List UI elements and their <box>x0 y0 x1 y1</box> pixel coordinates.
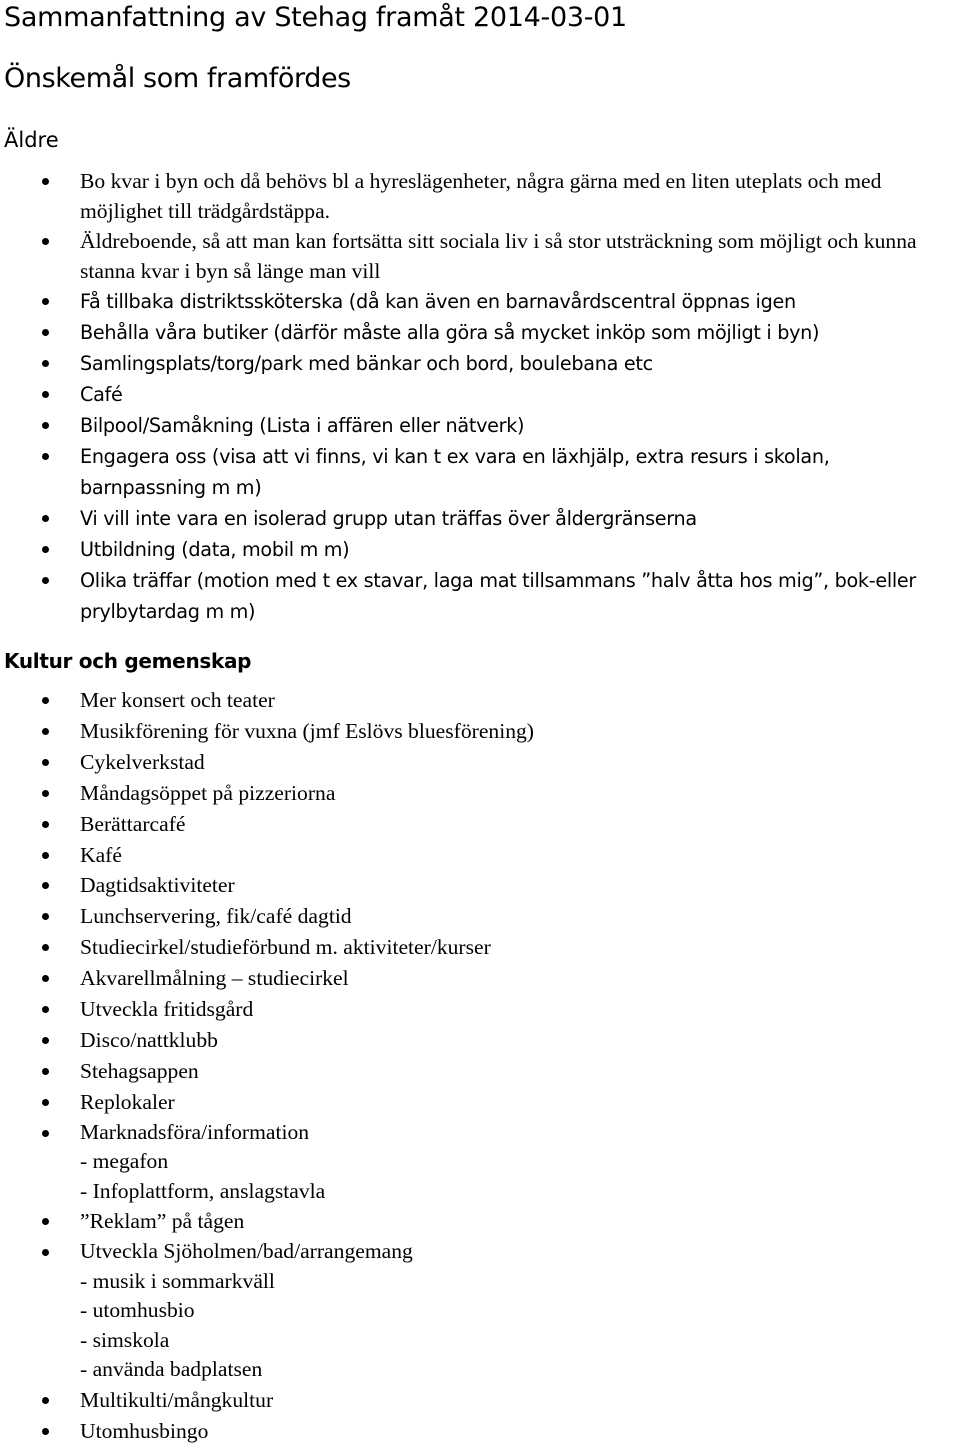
list-item: Behålla våra butiker (därför måste alla göra så mycket inköp som möjligt i byn) <box>0 317 960 348</box>
list-item: Dagtidsaktiviteter <box>0 870 960 901</box>
list-item: Mer konsert och teater <box>0 685 960 716</box>
list-item: Marknadsföra/information - megafon - Infoplattform, anslagstavla <box>0 1118 960 1207</box>
bullet-icon <box>42 1249 49 1256</box>
bullet-icon <box>42 1037 49 1044</box>
aldre-list-part1 <box>0 166 960 286</box>
bullet-icon <box>42 422 49 429</box>
sub-item: - simskola <box>80 1327 170 1352</box>
bullet-icon <box>42 546 49 553</box>
list-item: Bo kvar i byn och då behövs bl a hyreslägenheter, några gärna med en liten uteplats och med möjlighet till trädgårdstäppa. <box>0 166 960 226</box>
bullet-icon <box>42 882 49 889</box>
list-item: Disco/nattklubb <box>0 1025 960 1056</box>
list-item: Äldreboende, så att man kan fortsätta sitt sociala liv i så stor utsträckning som möjligt och kunna stanna kvar i byn så länge man vill <box>0 226 960 286</box>
bullet-icon <box>42 1428 49 1435</box>
bullet-icon <box>42 238 49 245</box>
sub-item: - Infoplattform, anslagstavla <box>80 1178 326 1203</box>
bullet-icon <box>42 515 49 522</box>
bullet-icon <box>42 178 49 185</box>
page-subtitle: Önskemål som framfördes <box>4 63 351 94</box>
list-item: Engagera oss (visa att vi finns, vi kan t ex vara en läxhjälp, extra resurs i skolan, barnpassning m m) <box>0 441 920 503</box>
list-item: Utveckla fritidsgård <box>0 994 960 1025</box>
list-item: Olika träffar (motion med t ex stavar, laga mat tillsammans ”halv åtta hos mig”, bok-eller prylbytardag m m) <box>0 565 948 627</box>
bullet-icon <box>42 577 49 584</box>
list-item: Café <box>0 379 960 410</box>
bullet-icon <box>42 1099 49 1106</box>
bullet-icon <box>42 1068 49 1075</box>
bullet-icon <box>42 913 49 920</box>
list-item: Vi vill inte vara en isolerad grupp utan träffas över åldergränserna <box>0 503 960 534</box>
list-item: Bilpool/Samåkning (Lista i affären eller nätverk) <box>0 410 960 441</box>
bullet-icon <box>42 697 49 704</box>
bullet-icon <box>42 944 49 951</box>
bullet-icon <box>42 975 49 982</box>
bullet-icon <box>42 1130 49 1137</box>
bullet-icon <box>42 360 49 367</box>
sub-item: - megafon <box>80 1149 169 1174</box>
list-item: Stehagsappen <box>0 1056 960 1087</box>
bullet-icon <box>42 329 49 336</box>
list-item: Kafé <box>0 840 960 871</box>
list-item: Studiecirkel/studieförbund m. aktiviteter/kurser <box>0 932 960 963</box>
list-item: Berättarcafé <box>0 809 960 840</box>
bullet-icon <box>42 453 49 460</box>
list-item: Samlingsplats/torg/park med bänkar och bord, boulebana etc <box>0 348 960 379</box>
bullet-icon <box>42 852 49 859</box>
list-item: Multikulti/mångkultur <box>0 1385 960 1416</box>
bullet-icon <box>42 1397 49 1404</box>
sub-item: - musik i sommarkväll <box>80 1268 275 1293</box>
bullet-icon <box>42 298 49 305</box>
bullet-icon <box>42 759 49 766</box>
bullet-icon <box>42 391 49 398</box>
bullet-icon <box>42 728 49 735</box>
list-item: Få tillbaka distriktssköterska (då kan även en barnavårdscentral öppnas igen <box>0 286 960 317</box>
section-heading-kultur: Kultur och gemenskap <box>4 649 252 673</box>
list-item: Utveckla Sjöholmen/bad/arrangemang - musik i sommarkväll - utomhusbio - simskola - använda badplatsen <box>0 1237 960 1385</box>
sub-item: - använda badplatsen <box>80 1357 263 1382</box>
list-item: Utbildning (data, mobil m m) <box>0 534 960 565</box>
list-item: Akvarellmålning – studiecirkel <box>0 963 960 994</box>
aldre-list-part2 <box>0 286 960 627</box>
bullet-icon <box>42 1006 49 1013</box>
bullet-icon <box>42 821 49 828</box>
sub-item: - utomhusbio <box>80 1298 195 1323</box>
section-heading-aldre: Äldre <box>4 128 59 152</box>
list-item: Lunchservering, fik/café dagtid <box>0 901 960 932</box>
list-item: ”Reklam” på tågen <box>0 1206 960 1237</box>
page-title: Sammanfattning av Stehag framåt 2014-03-01 <box>4 2 627 33</box>
list-item: Replokaler <box>0 1087 960 1118</box>
kultur-list <box>0 685 960 1446</box>
list-item: Musikförening för vuxna (jmf Eslövs bluesförening) <box>0 716 960 747</box>
list-item: Cykelverkstad <box>0 747 960 778</box>
bullet-icon <box>42 790 49 797</box>
list-item: Måndagsöppet på pizzeriorna <box>0 778 960 809</box>
list-item: Utomhusbingo <box>0 1416 960 1447</box>
bullet-icon <box>42 1218 49 1225</box>
